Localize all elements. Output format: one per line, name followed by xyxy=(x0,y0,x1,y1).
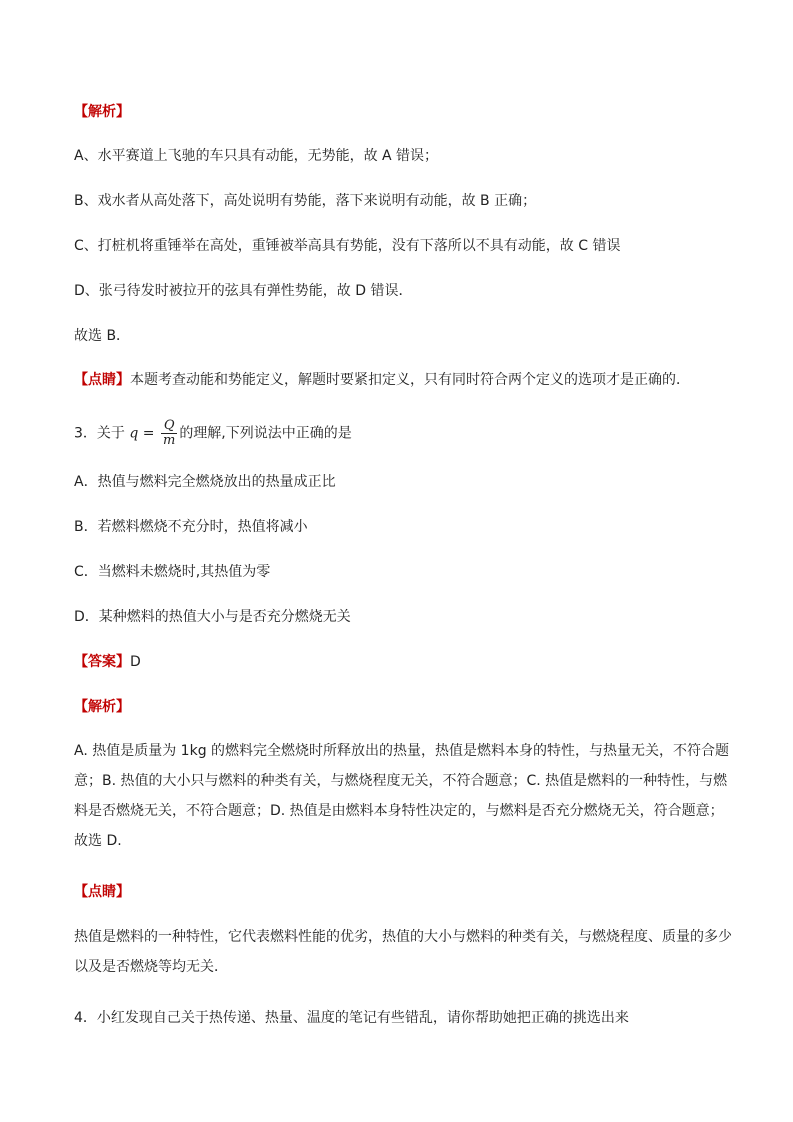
question-4-stem: 4．小红发现自己关于热传递、热量、温度的笔记有些错乱，请你帮助她把正确的挑选出来 xyxy=(74,1010,629,1026)
comment-text: 本题考查动能和势能定义，解题时要紧扣定义，只有同时符合两个定义的选项才是正确的． xyxy=(130,372,690,388)
option-c: C．当燃料未燃烧时,其热值为零 xyxy=(74,564,271,580)
comment-tag: 【点睛】 xyxy=(74,372,130,388)
comment-line xyxy=(74,370,690,390)
question-3-suffix: 的理解,下列说法中正确的是 xyxy=(179,425,352,442)
comment-paragraph: 热值是燃料的一种特性，它代表燃料性能的优劣，热值的大小与燃料的种类有关，与燃烧程度、质量的多少以及是否燃烧等均无关． xyxy=(74,929,732,975)
formula-fraction xyxy=(161,419,177,448)
question-3-prefix: 3．关于 xyxy=(74,425,125,442)
formula-denominator: m xyxy=(162,433,176,448)
analysis-line-a: A、水平赛道上飞驰的车只具有动能，无势能，故 A 错误； xyxy=(74,148,439,164)
analysis-conclusion: 故选 B． xyxy=(74,328,131,344)
analysis-tag: 【解析】 xyxy=(74,104,130,120)
question-3-stem xyxy=(74,419,352,448)
comment-tag-2: 【点睛】 xyxy=(74,884,130,900)
option-b: B．若燃料燃烧不充分时，热值将减小 xyxy=(74,519,308,535)
option-a: A．热值与燃料完全燃烧放出的热量成正比 xyxy=(74,474,336,490)
answer-value: D xyxy=(130,654,141,670)
analysis-line-d: D、张弓待发时被拉开的弦具有弹性势能，故 D 错误． xyxy=(74,283,413,299)
analysis-line-c: C、打桩机将重锤举在高处，重锤被举高具有势能，没有下落所以不具有动能，故 C 错误 xyxy=(74,238,621,254)
analysis-tag-2: 【解析】 xyxy=(74,699,130,715)
analysis-line-b: B、戏水者从高处落下，高处说明有势能，落下来说明有动能，故 B 正确； xyxy=(74,193,537,209)
answer-line xyxy=(74,652,141,672)
answer-tag: 【答案】 xyxy=(74,654,130,670)
formula-lhs: q = xyxy=(129,425,155,442)
formula-numerator: Q xyxy=(161,419,177,434)
option-d: D．某种燃料的热值大小与是否充分燃烧无关 xyxy=(74,609,351,625)
analysis-paragraph: A. 热值是质量为 1kg 的燃料完全燃烧时所释放出的热量，热值是燃料本身的特性，与热量无关，不符合题意；B. 热值的大小只与燃料的种类有关，与燃烧程度无关，不符合题意；C. 热值是燃料的一种特性，与燃料是否燃烧无关，不符合题意；D. 热值是由燃料本身特性决定的，与燃料是否充分燃烧无关，符合题意；故选 D. xyxy=(74,743,730,849)
